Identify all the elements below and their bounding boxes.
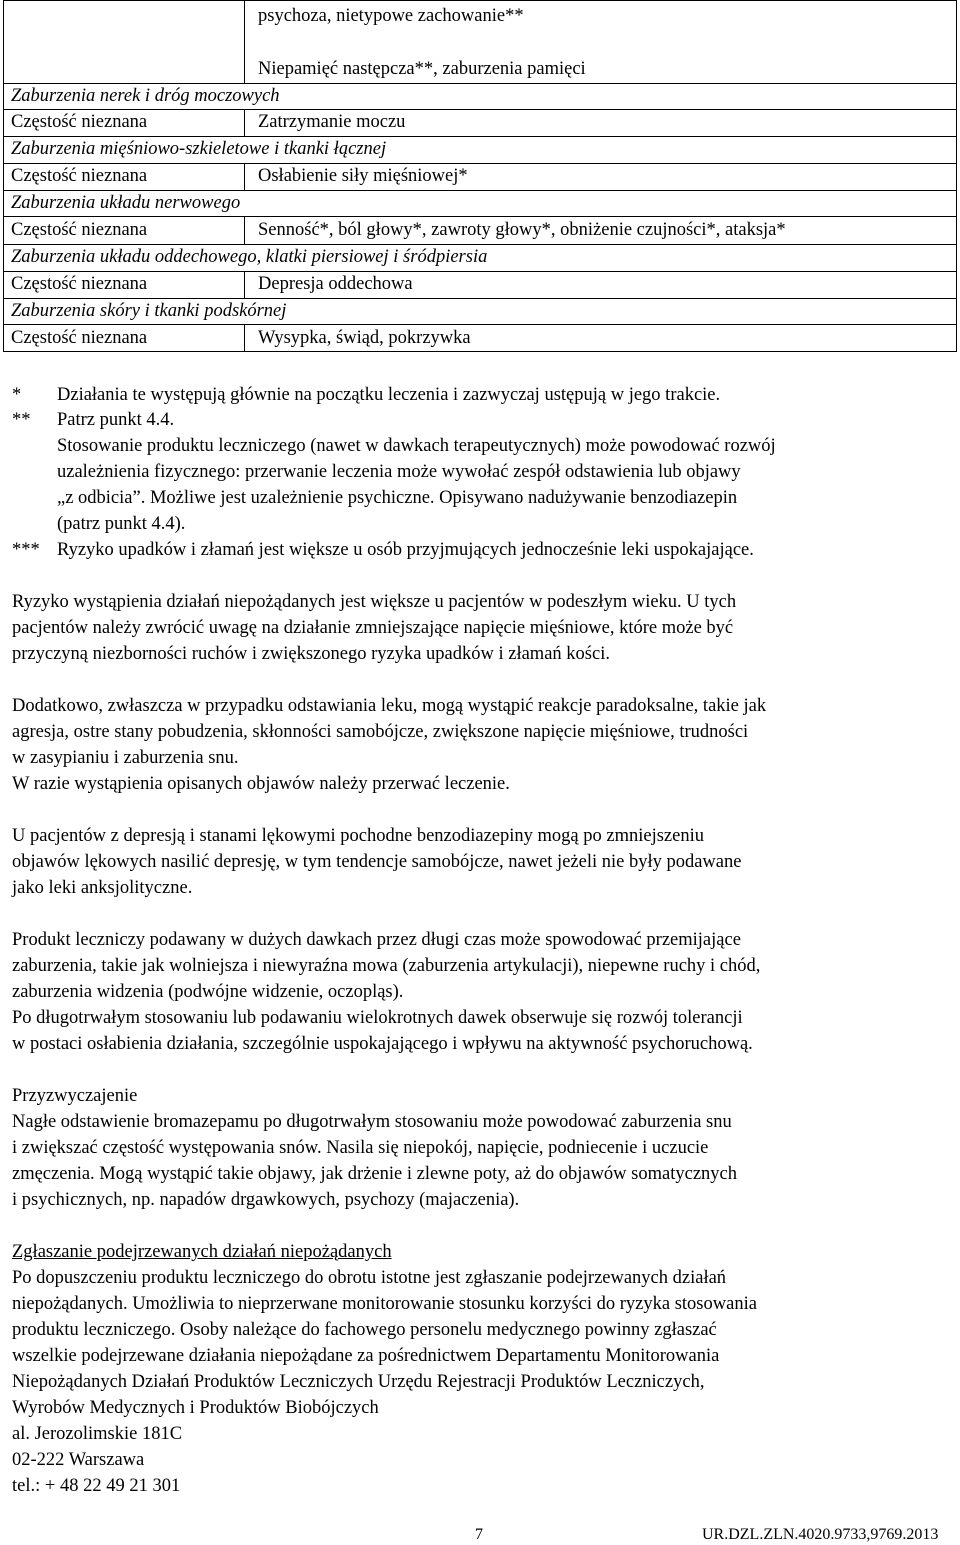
paragraph-line: W razie wystąpienia opisanych objawów należy przerwać leczenie. — [12, 774, 510, 794]
footnote-text: Działania te występują głównie na początku leczenia i zazwyczaj ustępują w jego trakcie. — [57, 385, 721, 405]
paragraph-line: Po długotrwałym stosowaniu lub podawaniu wielokrotnych dawek obserwuje się rozwój tolerancji — [12, 1008, 743, 1028]
effects-cell: Wysypka, świąd, pokrzywka — [258, 328, 471, 348]
frequency-cell: Częstość nieznana — [11, 166, 148, 186]
effects-cell: Depresja oddechowa — [258, 274, 413, 294]
effects-cell: Zatrzymanie moczu — [258, 112, 406, 132]
paragraph-line: Dodatkowo, zwłaszcza w przypadku odstawiania leku, mogą wystąpić reakcje paradoksalne, takie jak — [12, 696, 767, 716]
footnote-mark: * — [12, 385, 22, 405]
paragraph-line: agresja, ostre stany pobudzenia, skłonności samobójcze, zwiększone napięcie mięśniowe, trudności — [12, 722, 749, 742]
footnote-text: uzależnienia fizycznego: przerwanie leczenia może wywołać zespół odstawienia lub objawy — [57, 462, 741, 482]
frequency-cell: Częstość nieznana — [11, 112, 148, 132]
paragraph-line: objawów lękowych nasilić depresję, w tym tendencje samobójcze, nawet jeżeli nie były podawane — [12, 852, 742, 872]
table-border — [244, 216, 245, 244]
paragraph-line: przyczyną niezborności ruchów i zwiększonego ryzyka upadków i złamań kości. — [12, 644, 610, 664]
adverse-effects-table — [3, 0, 957, 352]
paragraph-line: i psychicznych, np. napadów drgawkowych, psychozy (majaczenia). — [12, 1190, 520, 1210]
paragraph-line: pacjentów należy zwrócić uwagę na działanie zmniejszające napięcie mięśniowe, które może być — [12, 618, 734, 638]
address-line: 02-222 Warszawa — [12, 1450, 145, 1470]
paragraph-line: Po dopuszczeniu produktu leczniczego do obrotu istotne jest zgłaszanie podejrzewanych działań — [12, 1268, 727, 1288]
footnote-mark: ** — [12, 410, 31, 430]
footnote-mark: *** — [12, 540, 40, 560]
paragraph-line: Wyrobów Medycznych i Produktów Biobójczych — [12, 1398, 379, 1418]
paragraph-line: i zwiększać częstość występowania snów. Nasila się niepokój, napięcie, podniecenie i uczucie — [12, 1138, 709, 1158]
table-border — [244, 324, 245, 352]
page-number: 7 — [475, 1526, 483, 1543]
footnote-text: Ryzyko upadków i złamań jest większe u osób przyjmujących jednocześnie leki uspokajające. — [57, 540, 754, 560]
paragraph-line: Niepożądanych Działań Produktów Leczniczych Urzędu Rejestracji Produktów Leczniczych, — [12, 1372, 705, 1392]
table-border — [244, 109, 245, 136]
section-heading: Przyzwyczajenie — [12, 1086, 138, 1106]
section-header: Zaburzenia nerek i dróg moczowych — [11, 86, 280, 106]
table-cell: psychoza, nietypowe zachowanie** — [258, 6, 524, 26]
address-line: al. Jerozolimskie 181C — [12, 1424, 183, 1444]
document-code: UR.DZL.ZLN.4020.9733,9769.2013 — [702, 1526, 939, 1543]
table-cell: Niepamięć następcza**, zaburzenia pamięci — [258, 59, 586, 79]
table-border — [3, 351, 957, 352]
frequency-cell: Częstość nieznana — [11, 220, 148, 240]
paragraph-line: Nagłe odstawienie bromazepamu po długotrwałym stosowaniu może powodować zaburzenia snu — [12, 1112, 732, 1132]
phone-line: tel.: + 48 22 49 21 301 — [12, 1476, 181, 1496]
paragraph-line: wszelkie podejrzewane działania niepożądane za pośrednictwem Departamentu Monitorowania — [12, 1346, 720, 1366]
table-border — [956, 0, 957, 352]
section-header: Zaburzenia mięśniowo-szkieletowe i tkanki łącznej — [11, 139, 387, 159]
paragraph-line: niepożądanych. Umożliwia to nieprzerwane monitorowanie stosunku korzyści do ryzyka stosowania — [12, 1294, 757, 1314]
table-border — [3, 0, 4, 352]
section-heading: Zgłaszanie podejrzewanych działań niepożądanych — [12, 1242, 392, 1262]
effects-cell: Osłabienie siły mięśniowej* — [258, 166, 468, 186]
paragraph-line: zmęczenia. Mogą wystąpić takie objawy, jak drżenie i zlewne poty, aż do objawów somatycznych — [12, 1164, 737, 1184]
paragraph-line: zaburzenia, takie jak wolniejsza i niewyraźna mowa (zaburzenia artykulacji), niepewne ruchy i chód, — [12, 956, 761, 976]
paragraph-line: w zasypianiu i zaburzenia snu. — [12, 748, 239, 768]
table-border — [244, 271, 245, 298]
paragraph-line: produktu leczniczego. Osoby należące do fachowego personelu medycznego powinny zgłaszać — [12, 1320, 717, 1340]
footnote-text: Stosowanie produktu leczniczego (nawet w dawkach terapeutycznych) może powodować rozwój — [57, 436, 776, 456]
section-header: Zaburzenia układu nerwowego — [11, 193, 241, 213]
paragraph-line: w postaci osłabienia działania, szczególnie uspokajającego i wpływu na aktywność psychoruchową. — [12, 1034, 753, 1054]
frequency-cell: Częstość nieznana — [11, 274, 148, 294]
footnote-text: (patrz punkt 4.4). — [57, 514, 186, 534]
table-border — [244, 163, 245, 190]
footnote-text: Patrz punkt 4.4. — [57, 410, 175, 430]
section-header: Zaburzenia układu oddechowego, klatki piersiowej i śródpiersia — [11, 247, 488, 267]
effects-cell: Senność*, ból głowy*, zawroty głowy*, obniżenie czujności*, ataksja* — [258, 220, 786, 240]
paragraph-line: U pacjentów z depresją i stanami lękowymi pochodne benzodiazepiny mogą po zmniejszeniu — [12, 826, 704, 846]
paragraph-line: Ryzyko wystąpienia działań niepożądanych jest większe u pacjentów w podeszłym wieku. U tych — [12, 592, 737, 612]
footnote-text: „z odbicia”. Możliwe jest uzależnienie psychiczne. Opisywano nadużywanie benzodiazepin — [57, 488, 738, 508]
paragraph-line: zaburzenia widzenia (podwójne widzenie, oczopląs). — [12, 982, 404, 1002]
paragraph-line: jako leki anksjolityczne. — [12, 878, 193, 898]
table-border — [244, 0, 245, 83]
table-border — [3, 0, 957, 1]
frequency-cell: Częstość nieznana — [11, 328, 148, 348]
section-header: Zaburzenia skóry i tkanki podskórnej — [11, 301, 287, 321]
paragraph-line: Produkt leczniczy podawany w dużych dawkach przez długi czas może spowodować przemijające — [12, 930, 741, 950]
